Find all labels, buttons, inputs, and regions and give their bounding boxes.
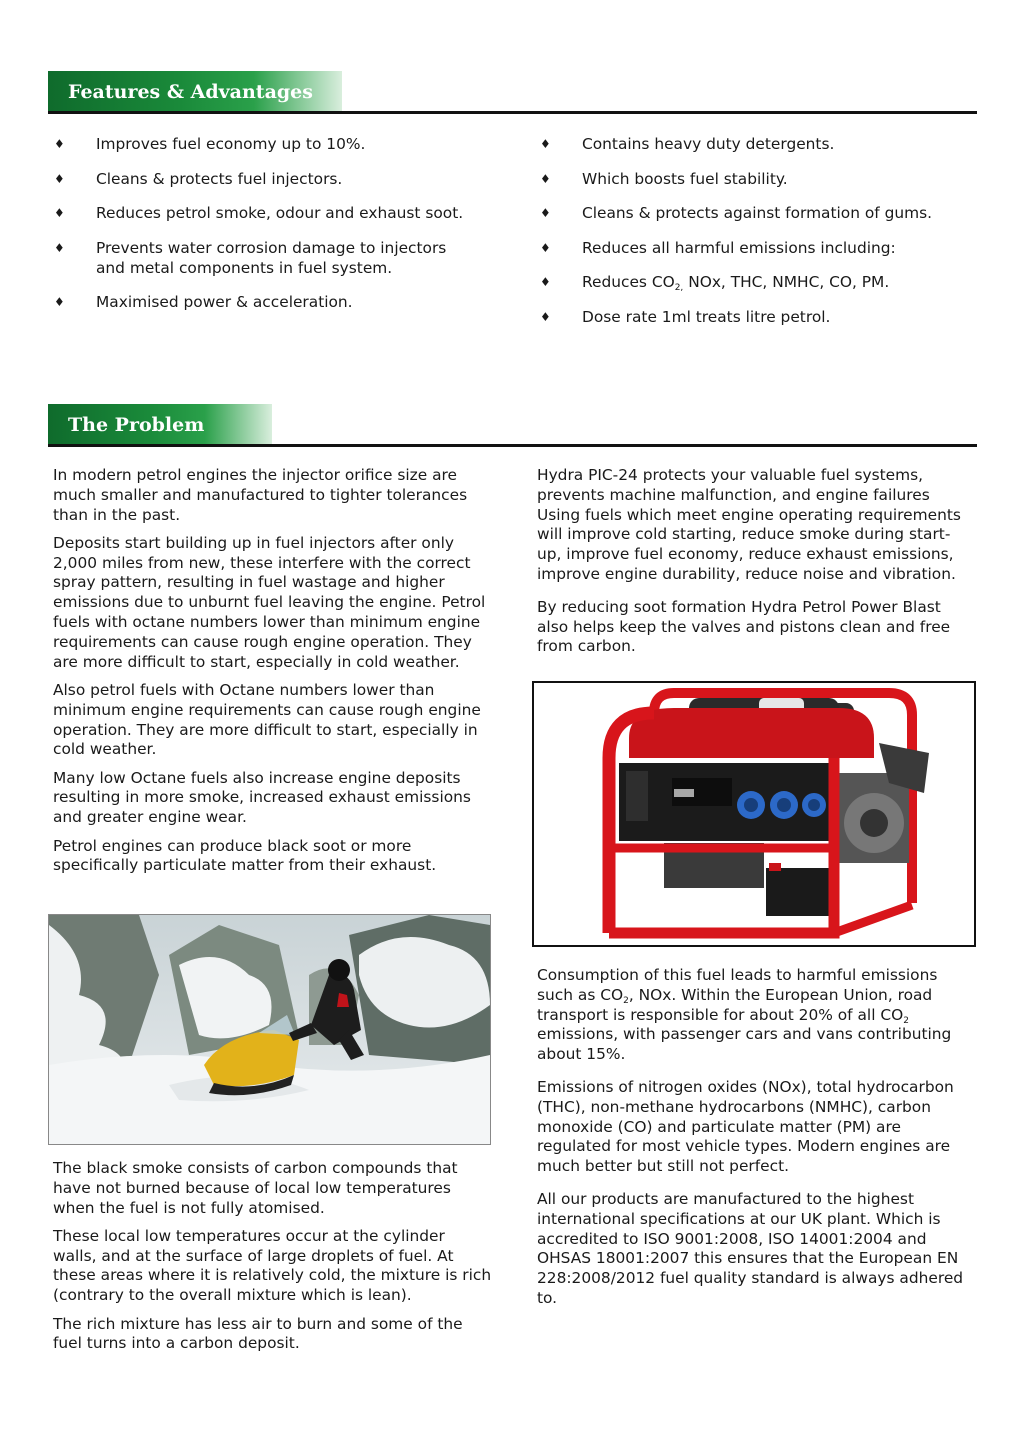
paragraph: These local low temperatures occur at the cylinder walls, and at the surface of large droplets of fuel. At these areas where it is relatively cold, the mixture is rich (contrary to the overall mixture which is lean). — [53, 1226, 492, 1305]
list-item — [534, 307, 974, 327]
diamond-bullet-icon: ♦ — [540, 137, 551, 151]
list-item — [534, 272, 974, 292]
generator-photo — [532, 681, 976, 947]
paragraph: The black smoke consists of carbon compounds that have not burned because of local low temperatures when the fuel is not fully atomised. — [53, 1159, 458, 1217]
list-item — [48, 292, 488, 312]
paragraph: By reducing soot formation Hydra Petrol Power Blast also helps keep the valves and pistons clean and free from carbon. — [537, 597, 951, 656]
list-item — [534, 238, 974, 258]
problem-right-bottom-text — [537, 966, 969, 1317]
bullet-text: Improves fuel economy up to 10%. — [96, 135, 366, 153]
list-item — [48, 203, 488, 223]
emissions-text: NOx, THC, NMHC, CO, PM. — [683, 273, 890, 291]
bullet-text: Cleans & protects against formation of gums. — [582, 204, 933, 222]
paragraph: Petrol engines can produce black soot or more specifically particulate matter from their exhaust. — [53, 836, 437, 875]
list-item — [534, 134, 974, 154]
diamond-bullet-icon: ♦ — [540, 275, 551, 289]
diamond-bullet-icon: ♦ — [54, 137, 65, 151]
problem-rule — [48, 444, 977, 447]
paragraph: In modern petrol engines the injector orifice size are much smaller and manufactured to tighter tolerances than in the past. — [53, 466, 468, 524]
bullet-text — [582, 273, 889, 291]
diamond-bullet-icon: ♦ — [54, 240, 65, 255]
list-item — [534, 203, 974, 223]
problem-heading-text: The Problem — [68, 414, 205, 436]
bullet-text: Dose rate 1ml treats litre petrol. — [582, 307, 831, 326]
paragraph: Hydra PIC-24 protects your valuable fuel systems, prevents machine malfunction, and engine failures Using fuels which meet engine operating requirements will improve cold starting, reduce smoke during start-up, improve fuel economy, reduce exhaust emissions, improve engine durability, reduce noise and vibration. — [537, 466, 961, 583]
bullet-text: Reduces petrol smoke, odour and exhaust soot. — [96, 204, 464, 222]
bullet-text: Prevents water corrosion damage to injectors and metal components in fuel system. — [96, 238, 447, 277]
features-rule — [48, 111, 977, 114]
diamond-bullet-icon: ♦ — [54, 295, 65, 309]
problem-heading — [48, 404, 272, 446]
generator-illustration — [534, 683, 974, 945]
subscript: 2 — [623, 995, 629, 1006]
features-right-list — [534, 134, 974, 341]
snowmobile-photo — [48, 914, 491, 1145]
diamond-bullet-icon: ♦ — [540, 309, 551, 324]
features-left-list — [48, 134, 488, 327]
paragraph: The rich mixture has less air to burn and some of the fuel turns into a carbon deposit. — [53, 1314, 463, 1353]
diamond-bullet-icon: ♦ — [54, 171, 65, 186]
paragraph: Deposits start building up in fuel injectors after only 2,000 miles from new, these interfere with the correct spray pattern, resulting in fuel wastage and higher emissions due to unburnt fuel leaving the engine. Petrol fuels with octane numbers lower than minimum engine requirements can cause rough engine operation. They are more difficult to start, especially in cold weather. — [53, 533, 486, 671]
list-item — [48, 169, 488, 189]
paragraph: Many low Octane fuels also increase engine deposits resulting in more smoke, increased exhaust emissions and greater engine wear. — [53, 768, 471, 827]
co2-text: Reduces CO — [582, 273, 675, 291]
problem-left-text — [53, 466, 493, 885]
text-run: Consumption of this fuel leads to harmful emissions such as CO — [537, 966, 938, 1004]
problem-right-text — [537, 466, 969, 666]
snowmobile-illustration — [49, 915, 490, 1144]
bullet-text: Reduces all harmful emissions including: — [582, 238, 896, 257]
list-item — [48, 134, 488, 154]
text-run: , NOx. Within the European Union, road transport is responsible for about 20% of all CO — [537, 985, 933, 1024]
features-heading — [48, 71, 342, 113]
paragraph: Also petrol fuels with Octane numbers lower than minimum engine requirements can cause rough engine operation. They are more difficult to start, especially in cold weather. — [53, 680, 481, 759]
problem-left-bottom-text — [53, 1159, 493, 1363]
diamond-bullet-icon: ♦ — [54, 206, 65, 220]
paragraph: All our products are manufactured to the highest international specifications at our UK plant. Which is accredited to ISO 9001:2008, ISO 14001:2004 and OHSAS 18001:2007 this ensures that the European EN 228:2008/2012 fuel quality standard is always adhered to. — [537, 1189, 964, 1307]
features-heading-text: Features & Advantages — [68, 81, 313, 103]
list-item — [48, 238, 488, 278]
paragraph: Emissions of nitrogen oxides (NOx), total hydrocarbon (THC), non-methane hydrocarbons (NMHC), carbon monoxide (CO) and particulate matter (PM) are regulated for most vehicle types. Modern engines are much better but still not perfect. — [537, 1077, 954, 1176]
bullet-text: Cleans & protects fuel injectors. — [96, 169, 343, 188]
bullet-text: Which boosts fuel stability. — [582, 169, 788, 188]
subscript: 2, — [674, 283, 684, 293]
paragraph — [537, 966, 969, 1065]
diamond-bullet-icon: ♦ — [540, 206, 551, 220]
bullet-text: Maximised power & acceleration. — [96, 293, 353, 311]
list-item — [534, 169, 974, 189]
text-run: emissions, with passenger cars and vans contributing about 15%. — [537, 1025, 952, 1064]
bullet-text: Contains heavy duty detergents. — [582, 135, 835, 153]
subscript: 2 — [903, 1015, 909, 1026]
diamond-bullet-icon: ♦ — [540, 240, 551, 255]
diamond-bullet-icon: ♦ — [540, 171, 551, 186]
